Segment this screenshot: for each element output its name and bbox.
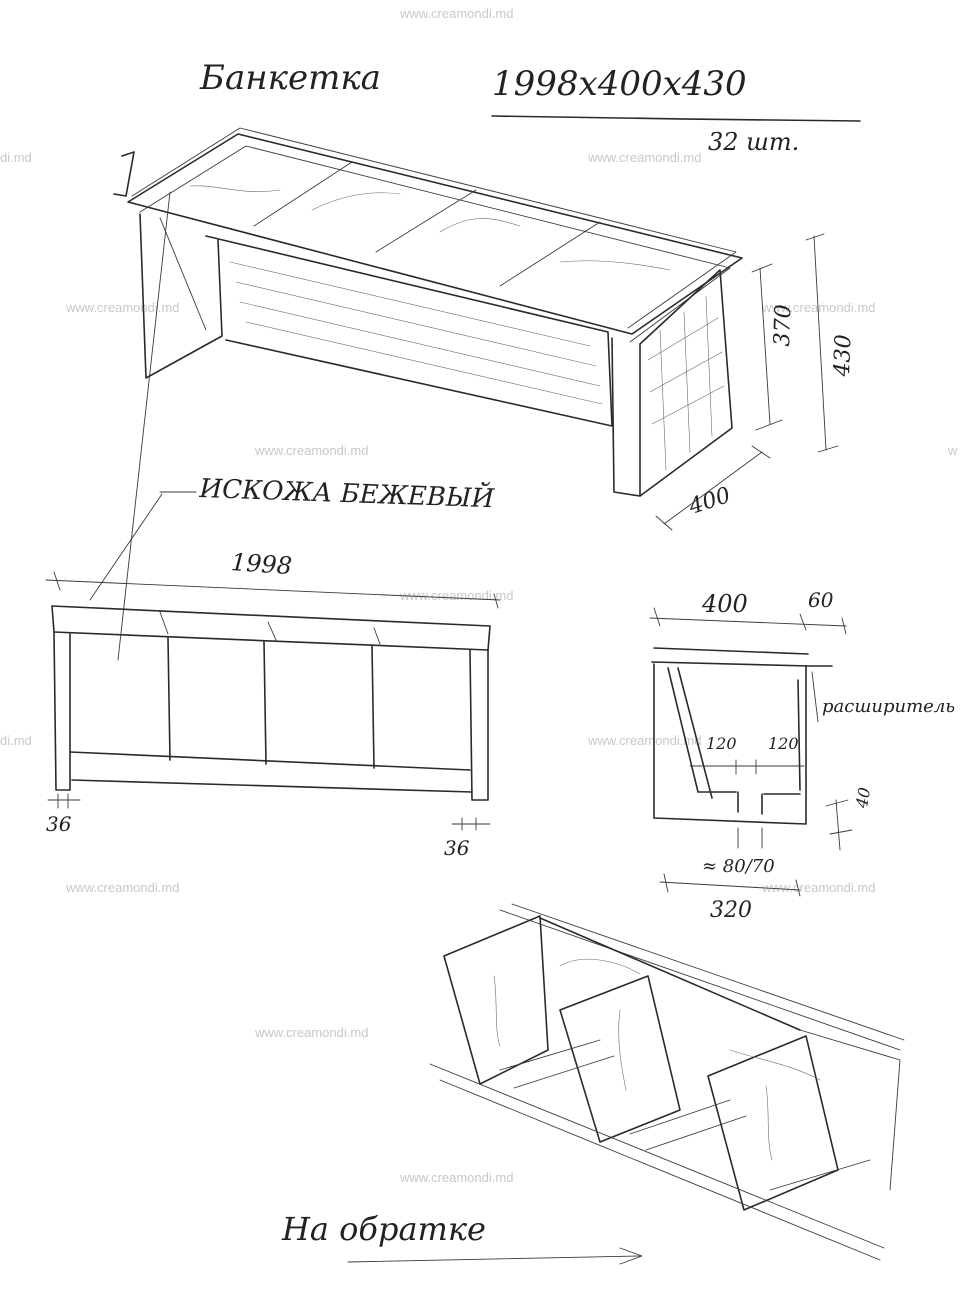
dim-inner-right: 120 [768,734,799,753]
watermark: www.creamondi.md [400,588,514,603]
material-callout: ИСКОЖА БЕЖЕВЫЙ [198,474,495,515]
quantity-label: 32 шт. [708,128,800,156]
watermark: www.creamondi.md [66,880,180,895]
watermark: www.creamondi.md [588,733,702,748]
bench-3d-view [114,128,838,530]
watermark: www.creamondi.md [255,1025,369,1040]
reverse-side-note: На обратке [282,1210,486,1248]
dim-section-width: 400 [702,590,748,618]
watermark: www.creamondi.md [762,880,876,895]
dim-total-height: 430 [830,334,857,377]
dim-bottom-right: 40 [852,785,875,810]
dim-right-leg: 36 [444,836,470,860]
dim-seat-height: 370 [770,304,797,347]
dim-overhang: 60 [808,588,834,612]
watermark: www.creamondi.md [400,6,514,21]
expander-callout: расширитель [822,696,956,717]
bench-side-section [650,608,852,896]
dim-base: 320 [710,898,752,923]
bench-title: Банкетка [200,58,381,98]
watermark: w [948,443,958,458]
dim-gap: ≈ 80/70 [702,856,775,877]
watermark: www.creamondi.md [400,1170,514,1185]
dim-length: 1998 [230,548,293,581]
overall-size: 1998x400x430 [492,64,747,104]
watermark: di.md [0,150,32,165]
watermark: www.creamondi.md [588,150,702,165]
dim-left-leg: 36 [46,812,72,836]
dim-inner-left: 120 [706,734,737,753]
watermark: www.creamondi.md [66,300,180,315]
title-underline [492,116,860,121]
dim-depth: 400 [686,483,734,520]
watermark: di.md [0,733,32,748]
watermark: www.creamondi.md [255,443,369,458]
watermark: www.creamondi.md [762,300,876,315]
